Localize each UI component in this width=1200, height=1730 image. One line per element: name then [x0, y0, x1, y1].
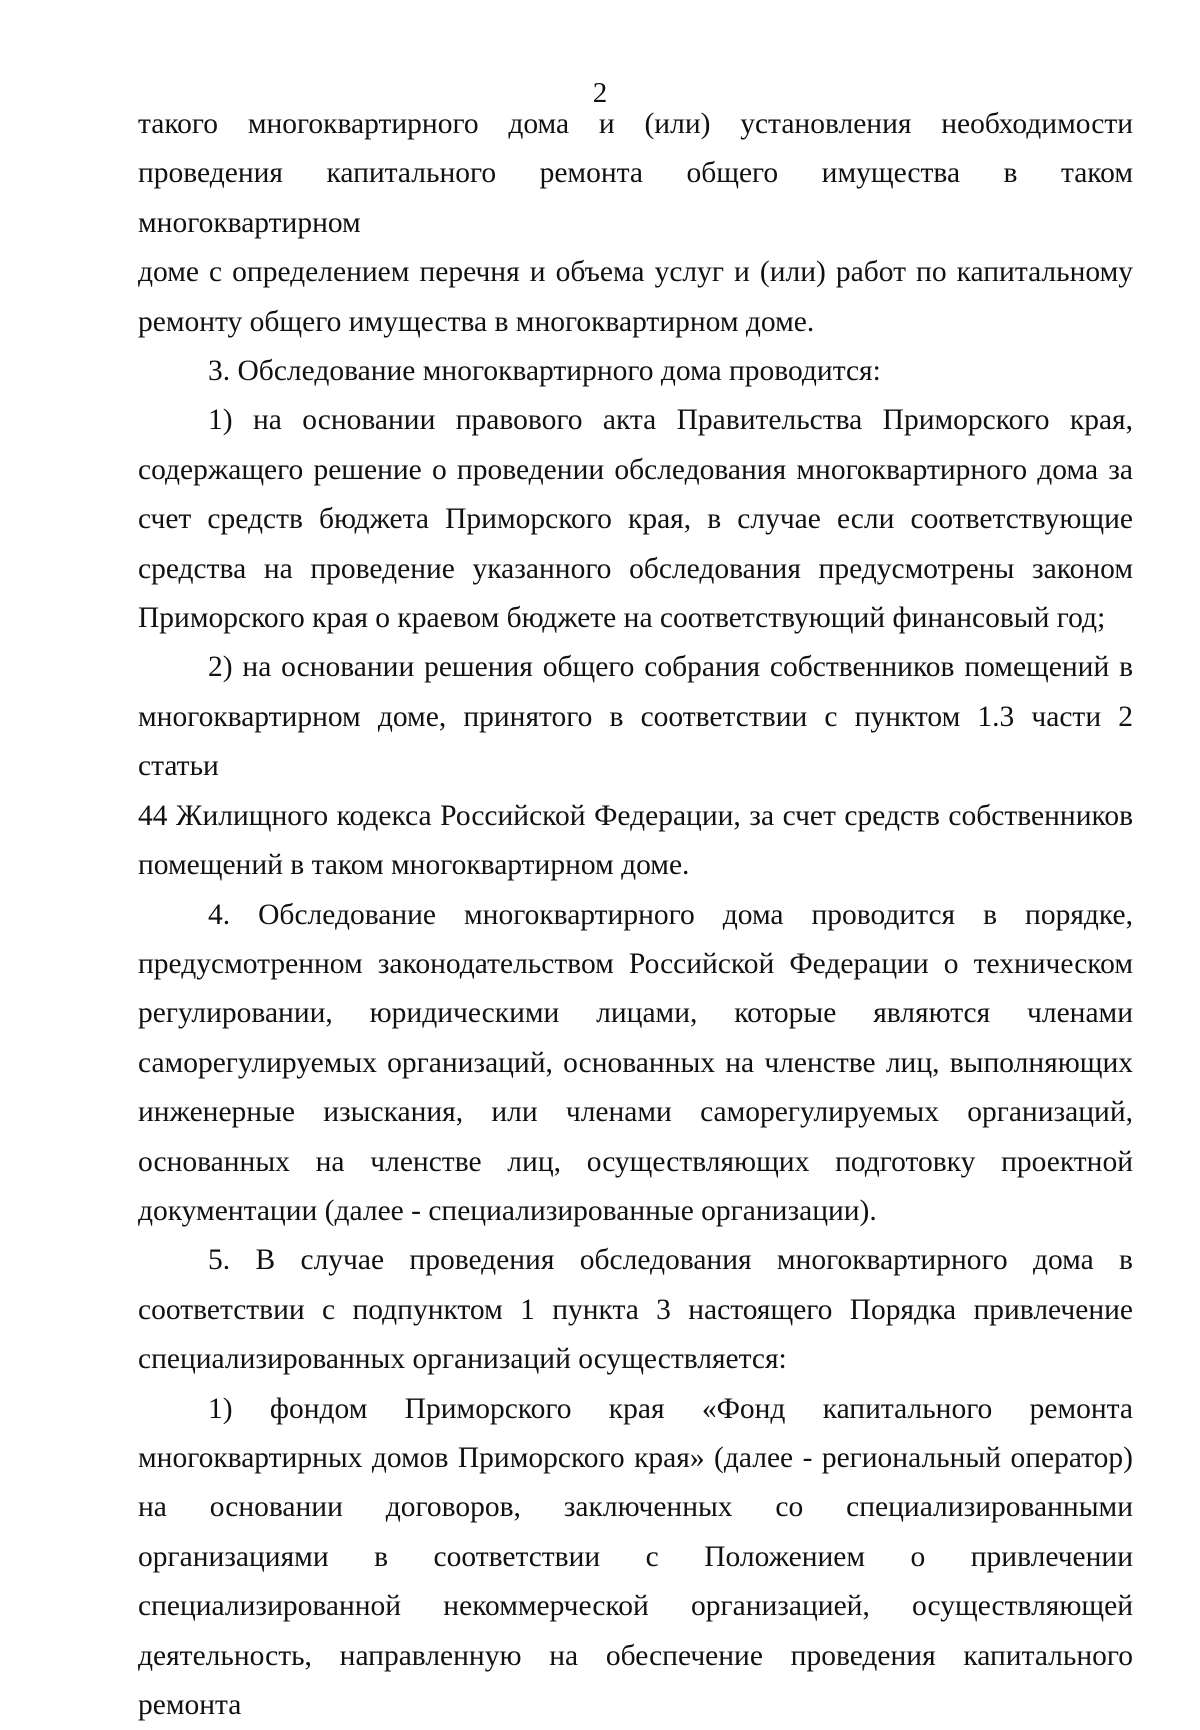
paragraph-line: документации (далее - специализированные организации). — [138, 1194, 877, 1227]
paragraph-line: организациями в соответствии с Положением о привлечении — [138, 1540, 1133, 1573]
paragraph-line: средства на проведение указанного обследования предусмотрены законом — [138, 552, 1133, 585]
paragraph-line: соответствии с подпунктом 1 пункта 3 настоящего Порядка привлечение — [138, 1293, 1133, 1326]
page-number: 2 — [592, 77, 608, 109]
paragraph-line: 5. В случае проведения обследования многоквартирного дома в — [208, 1244, 1133, 1277]
paragraph-line: саморегулируемых организаций, основанных на членстве лиц, выполняющих — [138, 1046, 1133, 1079]
paragraph-line: 4. Обследование многоквартирного дома проводится в порядке, — [208, 898, 1133, 931]
paragraph-line: счет средств бюджета Приморского края, в случае если соответствующие — [138, 503, 1133, 536]
paragraph-line: деятельность, направленную на обеспечение проведения капитального ремонта — [138, 1639, 1133, 1721]
paragraph-line: 44 Жилищного кодекса Российской Федерации, за счет средств собственников — [138, 799, 1133, 832]
paragraph-line: ремонту общего имущества в многоквартирном доме. — [138, 305, 815, 338]
paragraph-line: помещений в таком многоквартирном доме. — [138, 849, 690, 882]
paragraph-line: Приморского края о краевом бюджете на соответствующий финансовый год; — [138, 602, 1106, 635]
paragraph-line: 1) на основании правового акта Правительства Приморского края, — [208, 404, 1133, 437]
paragraph-line: на основании договоров, заключенных со специализированными — [138, 1491, 1133, 1524]
paragraph-line: специализированной некоммерческой организацией, осуществляющей — [138, 1590, 1133, 1623]
paragraph-line: основанных на членстве лиц, осуществляющих подготовку проектной — [138, 1145, 1133, 1178]
paragraph-line: специализированных организаций осуществляется: — [138, 1343, 787, 1376]
paragraph-line: 1) фондом Приморского края «Фонд капитального ремонта — [208, 1392, 1133, 1425]
paragraph-line: содержащего решение о проведении обследования многоквартирного дома за — [138, 453, 1133, 486]
paragraph-line: многоквартирных домов Приморского края» (далее - региональный оператор) — [138, 1441, 1133, 1474]
document-body — [138, 100, 1133, 1730]
paragraph-line: доме с определением перечня и объема услуг и (или) работ по капитальному — [138, 256, 1133, 289]
paragraph-line: инженерные изыскания, или членами саморегулируемых организаций, — [138, 1096, 1133, 1129]
paragraph-line: такого многоквартирного дома и (или) установления необходимости — [138, 108, 1133, 140]
paragraph-line: 2) на основании решения общего собрания собственников помещений в — [208, 651, 1133, 684]
paragraph-line: многоквартирном доме, принятого в соответствии с пунктом 1.3 части 2 статьи — [138, 700, 1133, 783]
paragraph-line: 3. Обследование многоквартирного дома проводится: — [208, 355, 881, 388]
paragraph-line: предусмотренном законодательством Российской Федерации о техническом — [138, 947, 1133, 980]
paragraph-line: регулировании, юридическими лицами, которые являются членами — [138, 997, 1133, 1030]
paragraph-line: проведения капитального ремонта общего имущества в таком многоквартирном — [138, 157, 1133, 239]
